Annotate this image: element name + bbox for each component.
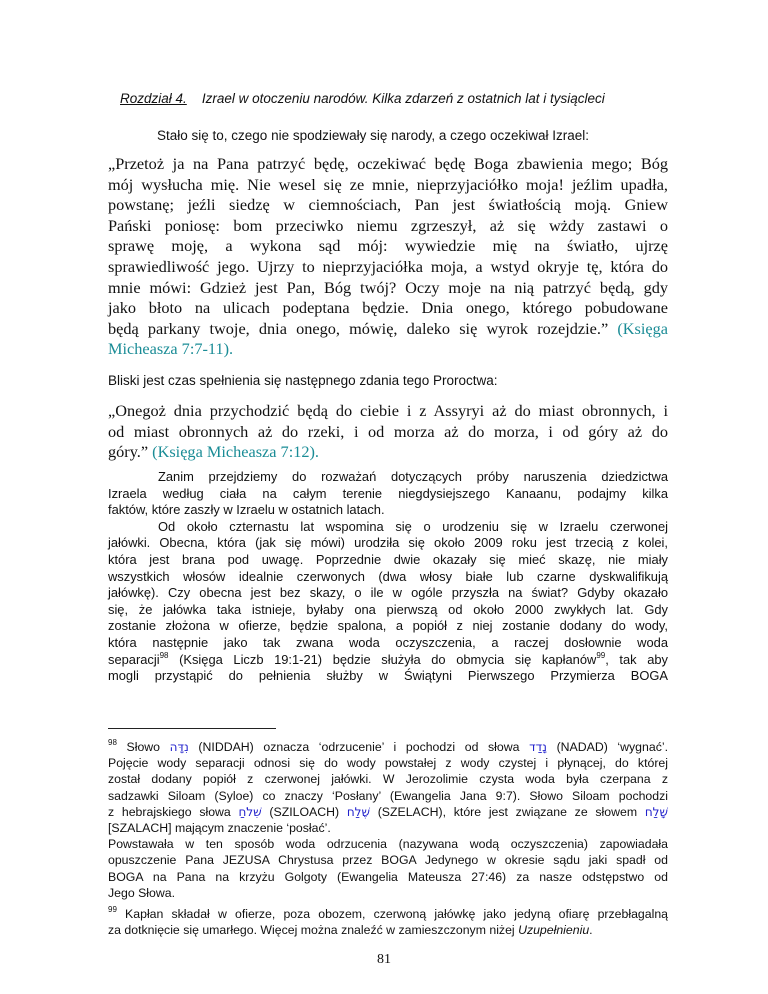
quote-line: [108, 339, 668, 360]
scripture-reference[interactable]: Micheasza 7:7-11).: [108, 339, 234, 359]
body-line: jałówkę). Czy obecna jest bez skazy, o ile w ogóle przyszła na świat? Gdyby okazało: [108, 585, 668, 601]
footnote-line: [108, 906, 668, 922]
body-line: Zanim przejdziemy do rozważań dotyczących próby naruszenia dziedzictwa: [158, 469, 668, 484]
footnote-text: (SZILOACH): [261, 804, 347, 819]
scripture-reference[interactable]: (Księga Micheasza 7:12).: [152, 442, 319, 462]
quote-line: powstanę; jeźli siedzę w ciemnościach, Pan jest światłością moją. Gniew: [108, 195, 668, 215]
quote-line: od miast obronnych aż do rzeki, i od morza aż do morza, i od góry aż do: [108, 421, 668, 441]
footnote-line: został dodany popiół z czerwonej jałówki. W Jerozolimie czysta woda była czerpana z: [108, 772, 668, 787]
scripture-quote-1: [108, 154, 668, 360]
footnote-line: [108, 922, 668, 938]
page-number: 81: [377, 952, 391, 967]
quote-line: jako błoto na ulicach podeptana będzie. Dnia onego, którego pobudowane: [108, 298, 668, 318]
chapter-heading: [120, 91, 680, 106]
hebrew-word: שֶׁלַח: [346, 804, 370, 819]
body-line: zostanie złożona w ofierze, będzie spalona, a popiół z niej zostanie dodany do wody,: [108, 618, 668, 634]
quote-line: [108, 442, 668, 463]
footnote-text: (NADAD) ‘wygnać’.: [546, 740, 668, 754]
footnote-number: 98: [108, 738, 117, 747]
footnote-line: Jego Słowa.: [108, 885, 175, 900]
quote-text: będą parkany twoje, dnia onego, mówię, daleko się wyrok rozejdzie.”: [108, 318, 609, 338]
footnote-line: sadzawki Siloam (Syloe) co znaczy ‘Posłany’ (Ewangelia Jana 9:7). Słowo Siloam pochodzi: [108, 788, 668, 803]
footnote-marker-98[interactable]: 98: [159, 650, 169, 660]
body-text: (Księga Liczb 19:1-21) będzie służyła do obmycia się kapłanów: [168, 651, 597, 667]
footnote-text: Kapłan składał w ofierze, poza obozem, czerwoną jałówkę jako jedyną ofiarę przebłagalną: [116, 907, 668, 921]
chapter-label: Rozdział 4.: [120, 91, 187, 106]
footnote-text: za dotknięcie się umarłego. Więcej można znaleźć w zamieszczonym niżej: [108, 923, 519, 938]
footnote-line: Powstawała w ten sposób woda odrzucenia (nazywana wodą oczyszczenia) zapowiadała: [108, 837, 668, 852]
body-line: faktów, które zaszły w Izraelu w ostatnich latach.: [108, 502, 385, 518]
transition-sentence: Bliski jest czas spełnienia się następnego zdania tego Proroctwa:: [108, 373, 498, 388]
footnote-line: BOGA na Pana na krzyżu Golgoty (Ewangelia Mateusza 27:46) za nasze odstępstwo od: [108, 869, 668, 884]
body-line: Izraela według ciała na całym terenie niegdysiejszego Kanaanu, podajmy kilka: [108, 485, 668, 501]
body-line: się, że jałówka taka istnieje, byłaby ona pierwszą od około 2000 zwykłych lat. Gdy: [108, 601, 668, 617]
body-line: mogli przystąpić do pełnienia służby w Świątyni Pierwszego Przymierza BOGA: [108, 668, 668, 684]
scripture-reference[interactable]: (Księga: [617, 318, 668, 338]
footnote-line: [108, 739, 668, 755]
quote-line: Pański poniosę: bom przeciwko niemu zgrzeszył, aż się wżdy zastawi o: [108, 215, 668, 235]
body-line: która jest brana pod uwagę. Poprzednie dwie okazały się mieć skazę, nie miały: [108, 551, 668, 567]
footnote-text: (NIDDAH) oznacza ‘odrzucenie’ i pochodzi od słowa: [188, 740, 530, 754]
footnote-text: .: [589, 923, 593, 938]
footnote-line: Pojęcie wody separacji odnosi się do wody powstałej z wody czystej i płynącej, do której: [108, 756, 668, 771]
quote-text: góry.”: [108, 442, 149, 462]
footnote-line: opuszczenie Pana JEZUSA Chrystusa przez BOGA Jedynego w okresie sądu jaki spadł od: [108, 853, 668, 868]
body-line: jałówki. Obecna, która (jak się mówi) urodziła się około 2009 roku jest trzecią z kolei,: [108, 535, 668, 551]
footnote-text: (SZELACH), które jest związane ze słowem: [369, 804, 645, 819]
quote-line: sprawiedliwość jego. Ujrzy to nieprzyjaciółka moja, a wstyd okryje tę, która do: [108, 256, 668, 276]
body-line: Od około czternastu lat wspomina się o urodzeniu się w Izraelu czerwonej: [158, 518, 668, 534]
footnote-98: [108, 739, 668, 901]
footnote-text: z hebrajskiego słowa: [108, 804, 239, 819]
footnote-marker-99[interactable]: 99: [596, 650, 606, 660]
body-line: która następnie jako tak zwana woda oczyszczenia, a raczej dosłownie woda: [108, 634, 668, 650]
body-paragraphs: [108, 469, 668, 685]
quote-line: „Przetoż ja na Pana patrzyć będę, oczekiwać będę Boga zbawienia mego; Bóg: [108, 154, 668, 173]
chapter-title: Izrael w otoczeniu narodów. Kilka zdarzeń z ostatnich lat i tysiącleci: [201, 91, 605, 106]
footnote-99: [108, 906, 668, 938]
hebrew-word: שִׁלֹחַ: [238, 804, 262, 819]
footnote-text: Słowo: [116, 740, 170, 754]
hebrew-word: נָדַד: [529, 740, 547, 754]
footnote-line: [108, 804, 668, 820]
footnote-divider: [108, 728, 276, 729]
hebrew-word: שָׁלַח: [644, 804, 668, 819]
intro-sentence: Stało się to, czego nie spodziewały się narody, a czego oczekiwał Izrael:: [157, 128, 589, 143]
body-text: separacji: [108, 651, 160, 667]
body-line: [108, 652, 668, 669]
supplement-link: Uzupełnieniu: [518, 923, 590, 938]
scripture-quote-2: [108, 401, 668, 463]
quote-line: „Onegoż dnia przychodzić będą do ciebie i z Assyryi aż do miast obronnych, i: [108, 401, 668, 420]
quote-line: [108, 319, 668, 340]
body-text: , tak aby: [605, 651, 668, 667]
footnote-line: [SZALACH] mającym znaczenie ‘posłać’.: [108, 821, 331, 836]
hebrew-word: נִדָּה: [169, 740, 189, 754]
quote-line: mnie mówi: Gdzież jest Pan, Bóg twój? Oczy moje na nią patrzyć będą, gdy: [108, 277, 668, 297]
body-line: wszystkich włosów idealnie czerwonych (dwa włosy białe lub czarne dyskwalifikują: [108, 568, 668, 584]
quote-line: sprawę moję, a wykona sąd mój: wywiedzie mię na światło, ujrzę: [108, 236, 668, 256]
footnote-number: 99: [108, 905, 117, 914]
quote-line: mój wysłucha mię. Nie wesel się ze mnie, nieprzyjaciółko moja! jeźlim upadła,: [108, 174, 668, 194]
